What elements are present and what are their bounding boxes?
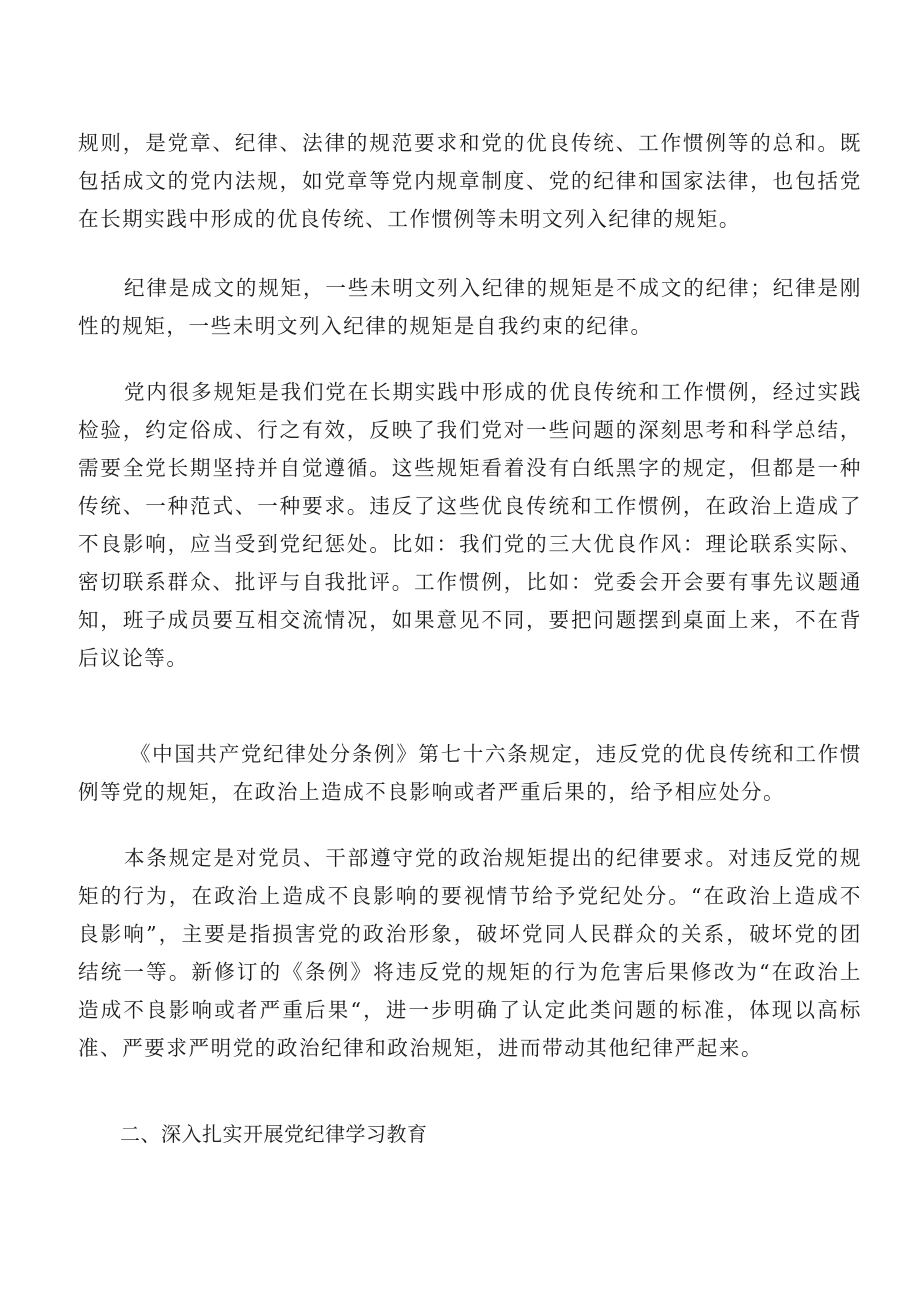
paragraph-article-explanation: 本条规定是对党员、干部遵守党的政治规矩提出的纪律要求。对违反党的规矩的行为，在政治上造成不良影响的要视情节给予党纪处分。“在政治上造成不良影响”，主要是指损害党的政治形象，破坏党同人民群众的关系，破坏党的团结统一等。新修订的《条例》将违反党的规矩的行为危害后果修改为“在政治上造成不良影响或者严重后果“，进一步明确了认定此类问题的标准，体现以高标准、严要求严明党的政治纪律和政治规矩，进而带动其他纪律严起来。 <box>78 846 862 1060</box>
paragraph-regulation-article-76: 《中国共产党纪律处分条例》第七十六条规定，违反党的优良传统和工作惯例等党的规矩，在政治上造成不良影响或者严重后果的，给予相应处分。 <box>78 742 862 804</box>
paragraph-rules-definition: 规则，是党章、纪律、法律的规范要求和党的优良传统、工作惯例等的总和。既包括成文的党内法规，如党章等党内规章制度、党的纪律和国家法律，也包括党在长期实践中形成的优良传统、工作惯例等未明文列入纪律的规矩。 <box>78 131 862 231</box>
section-heading: 二、深入扎实开展党纪律学习教育 <box>120 1122 428 1146</box>
paragraph-party-traditions: 党内很多规矩是我们党在长期实践中形成的优良传统和工作惯例，经过实践检验，约定俗成、行之有效，反映了我们党对一些问题的深刻思考和科学总结，需要全党长期坚持并自觉遵循。这些规矩看着没有白纸黑字的规定，但都是一种传统、一种范式、一种要求。违反了这些优良传统和工作惯例，在政治上造成了不良影响，应当受到党纪惩处。比如：我们党的三大优良作风：理论联系实际、密切联系群众、批评与自我批评。工作惯例，比如：党委会开会要有事先议题通知，班子成员要互相交流情况，如果意见不同，要把问题摆到桌面上来，不在背后议论等。 <box>78 380 862 670</box>
paragraph-discipline-vs-rules: 纪律是成文的规矩，一些未明文列入纪律的规矩是不成文的纪律；纪律是刚性的规矩，一些未明文列入纪律的规矩是自我约束的纪律。 <box>78 276 862 338</box>
